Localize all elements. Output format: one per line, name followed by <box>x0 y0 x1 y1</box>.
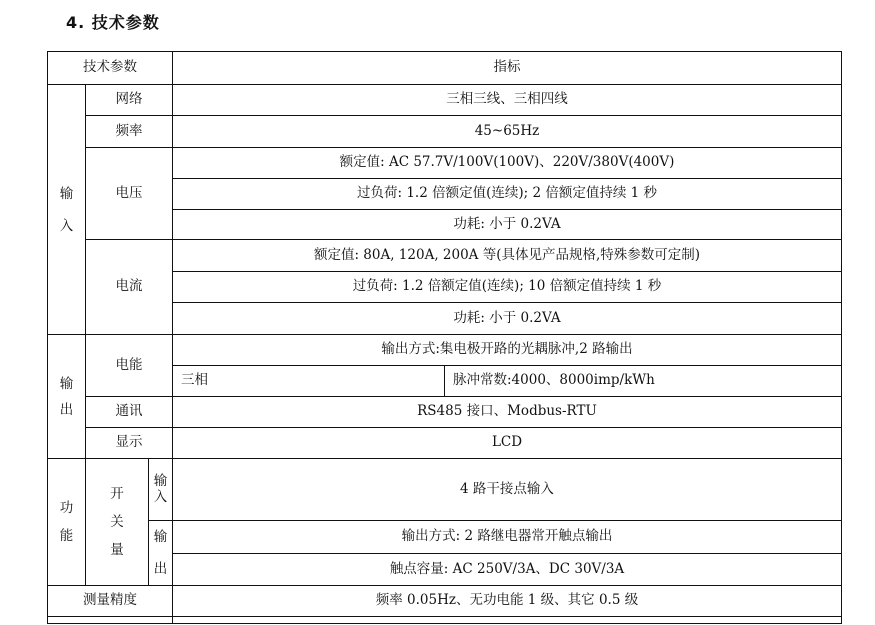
value-current-power: 功耗: 小于 0.2VA <box>173 303 842 335</box>
group-input: 输 入 <box>48 85 86 335</box>
value-accuracy: 频率 0.05Hz、无功电能 1 级、其它 0.5 级 <box>173 586 842 617</box>
value-switch-input: 4 路干接点输入 <box>173 459 842 521</box>
table-row-cutoff <box>48 617 842 624</box>
value-energy-phase: 三相 <box>173 366 445 397</box>
table-row <box>48 148 842 179</box>
label-switch-input: 输 入 <box>149 459 173 521</box>
group-function: 功 能 <box>48 459 86 586</box>
label-energy: 电能 <box>86 335 173 397</box>
label-network: 网络 <box>86 85 173 116</box>
table-row <box>48 397 842 428</box>
value-voltage-overload: 过负荷: 1.2 倍额定值(连续); 2 倍额定值持续 1 秒 <box>173 179 842 210</box>
value-voltage-rated: 额定值: AC 57.7V/100V(100V)、220V/380V(400V) <box>173 148 842 179</box>
table-row <box>48 116 842 148</box>
table-row <box>48 428 842 459</box>
value-current-overload: 过负荷: 1.2 倍额定值(连续); 10 倍额定值持续 1 秒 <box>173 272 842 303</box>
value-display: LCD <box>173 428 842 459</box>
table-row <box>48 459 842 521</box>
label-display: 显示 <box>86 428 173 459</box>
label-comm: 通讯 <box>86 397 173 428</box>
cutoff-cell-right <box>173 617 842 624</box>
spec-table <box>47 51 842 624</box>
label-frequency: 频率 <box>86 116 173 148</box>
value-frequency: 45~65Hz <box>173 116 842 148</box>
label-accuracy: 测量精度 <box>48 586 173 617</box>
table-row <box>48 335 842 366</box>
header-indicator: 指标 <box>173 52 842 85</box>
value-current-rated: 额定值: 80A, 120A, 200A 等(具体见产品规格,特殊参数可定制) <box>173 240 842 272</box>
value-energy-pulse: 脉冲常数:4000、8000imp/kWh <box>445 366 842 397</box>
label-voltage: 电压 <box>86 148 173 240</box>
value-energy-mode: 输出方式:集电极开路的光耦脉冲,2 路输出 <box>173 335 842 366</box>
value-switch-output-mode: 输出方式: 2 路继电器常开触点输出 <box>173 521 842 554</box>
cutoff-cell-left <box>48 617 173 624</box>
value-network: 三相三线、三相四线 <box>173 85 842 116</box>
table-row <box>48 521 842 554</box>
label-switch: 开 关 量 <box>86 459 149 586</box>
table-row <box>48 586 842 617</box>
label-current: 电流 <box>86 240 173 335</box>
value-comm: RS485 接口、Modbus-RTU <box>173 397 842 428</box>
group-output: 输 出 <box>48 335 86 459</box>
table-header-row <box>48 52 842 85</box>
label-switch-output: 输 出 <box>149 521 173 586</box>
header-param: 技术参数 <box>48 52 173 85</box>
table-row <box>48 240 842 272</box>
value-voltage-power: 功耗: 小于 0.2VA <box>173 210 842 240</box>
value-switch-output-capacity: 触点容量: AC 250V/3A、DC 30V/3A <box>173 554 842 586</box>
table-row <box>48 85 842 116</box>
section-heading: 4. 技术参数 <box>66 13 160 32</box>
